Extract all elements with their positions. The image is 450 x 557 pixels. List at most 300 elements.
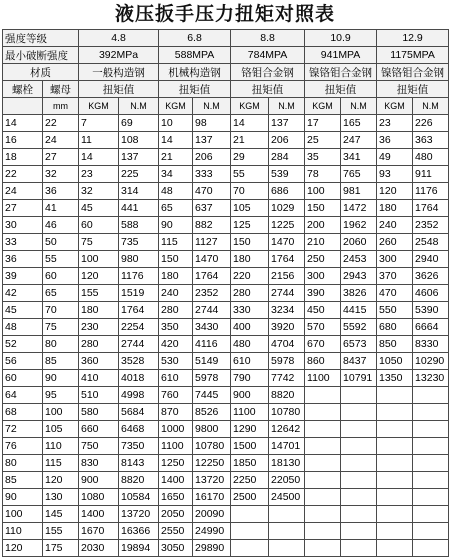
table-cell [269, 506, 305, 523]
unit-kgm: KGM [231, 98, 269, 115]
table-cell: 10584 [119, 489, 159, 506]
table-cell: 2060 [341, 234, 377, 251]
table-cell: 14 [79, 149, 119, 166]
table-cell [377, 489, 413, 506]
table-cell: 1650 [159, 489, 193, 506]
table-cell: 27 [43, 149, 79, 166]
table-cell [305, 489, 341, 506]
table-cell: 363 [413, 132, 449, 149]
table-cell: 360 [79, 353, 119, 370]
table-cell: 5978 [269, 353, 305, 370]
table-cell: 8820 [119, 472, 159, 489]
material-cell: 铬钼合金钢 [231, 64, 305, 81]
table-cell [341, 523, 377, 540]
table-cell: 21 [231, 132, 269, 149]
table-cell [377, 455, 413, 472]
material-cell: 一般构造钢 [79, 64, 159, 81]
table-cell: 550 [377, 302, 413, 319]
table-cell: 410 [79, 370, 119, 387]
table-cell: 34 [159, 166, 193, 183]
table-cell: 2050 [159, 506, 193, 523]
table-cell: 60 [3, 370, 43, 387]
table-cell: 22050 [269, 472, 305, 489]
table-cell: 70 [43, 302, 79, 319]
table-cell: 580 [79, 404, 119, 421]
table-row [3, 472, 449, 489]
table-cell: 68 [3, 404, 43, 421]
table-cell: 480 [231, 336, 269, 353]
table-cell: 14 [159, 132, 193, 149]
table-cell: 14701 [269, 438, 305, 455]
table-cell: 13720 [193, 472, 231, 489]
table-cell: 1080 [79, 489, 119, 506]
table-cell [269, 523, 305, 540]
unit-blank [3, 98, 43, 115]
unit-nm: N.M [413, 98, 449, 115]
table-cell [413, 506, 449, 523]
table-cell: 400 [231, 319, 269, 336]
table-cell: 1400 [159, 472, 193, 489]
table-cell: 175 [43, 540, 79, 557]
table-cell: 125 [231, 217, 269, 234]
table-cell: 2500 [231, 489, 269, 506]
table-cell: 10780 [193, 438, 231, 455]
table-cell: 539 [269, 166, 305, 183]
table-cell: 420 [159, 336, 193, 353]
table-cell: 150 [305, 200, 341, 217]
table-row [3, 387, 449, 404]
nut-label: 螺母 [43, 81, 79, 98]
table-cell: 1029 [269, 200, 305, 217]
table-cell: 180 [79, 302, 119, 319]
table-cell: 333 [193, 166, 231, 183]
table-cell: 300 [377, 251, 413, 268]
table-cell: 510 [79, 387, 119, 404]
table-cell [305, 540, 341, 557]
table-cell: 145 [43, 506, 79, 523]
table-cell: 790 [231, 370, 269, 387]
table-cell: 284 [269, 149, 305, 166]
table-cell [413, 404, 449, 421]
table-cell: 240 [377, 217, 413, 234]
material-cell: 机械构造钢 [159, 64, 231, 81]
table-cell: 22 [3, 166, 43, 183]
table-cell [341, 455, 377, 472]
table-row [3, 421, 449, 438]
table-cell: 3430 [193, 319, 231, 336]
table-cell: 10780 [269, 404, 305, 421]
table-cell: 105 [43, 421, 79, 438]
table-row [3, 370, 449, 387]
table-cell: 80 [3, 455, 43, 472]
table-cell: 137 [269, 115, 305, 132]
table-cell [231, 523, 269, 540]
table-cell: 17 [305, 115, 341, 132]
table-cell: 860 [305, 353, 341, 370]
table-cell: 480 [413, 149, 449, 166]
table-cell: 48 [3, 319, 43, 336]
table-cell: 70 [231, 183, 269, 200]
table-cell: 85 [3, 472, 43, 489]
page-title: 液压扳手压力扭矩对照表 [114, 3, 335, 25]
table-cell: 882 [193, 217, 231, 234]
table-cell: 230 [79, 319, 119, 336]
table-cell: 49 [377, 149, 413, 166]
table-cell: 370 [377, 268, 413, 285]
table-cell: 48 [159, 183, 193, 200]
table-cell: 637 [193, 200, 231, 217]
table-cell: 240 [159, 285, 193, 302]
table-cell [305, 438, 341, 455]
table-cell: 65 [43, 285, 79, 302]
table-cell: 1100 [305, 370, 341, 387]
table-row [3, 319, 449, 336]
material-cell: 镍铬钼合金钢 [305, 64, 377, 81]
table-cell [413, 540, 449, 557]
table-cell: 76 [3, 438, 43, 455]
table-cell: 18130 [269, 455, 305, 472]
table-cell: 1472 [341, 200, 377, 217]
table-cell: 330 [231, 302, 269, 319]
table-cell: 870 [159, 404, 193, 421]
table-cell: 260 [377, 234, 413, 251]
table-cell: 1127 [193, 234, 231, 251]
table-cell: 300 [305, 268, 341, 285]
table-cell: 24 [3, 183, 43, 200]
table-cell: 2943 [341, 268, 377, 285]
unit-row [3, 98, 449, 115]
table-cell [413, 387, 449, 404]
table-cell: 180 [231, 251, 269, 268]
table-cell [413, 438, 449, 455]
strength-row [3, 47, 449, 64]
table-cell: 13720 [119, 506, 159, 523]
table-cell: 530 [159, 353, 193, 370]
table-cell: 5684 [119, 404, 159, 421]
table-cell [341, 438, 377, 455]
grade-cell: 8.8 [231, 30, 305, 47]
table-cell: 100 [79, 251, 119, 268]
table-cell [413, 421, 449, 438]
table-row [3, 200, 449, 217]
table-cell: 5978 [193, 370, 231, 387]
table-cell [341, 506, 377, 523]
table-row [3, 149, 449, 166]
table-row [3, 302, 449, 319]
table-cell: 110 [3, 523, 43, 540]
table-cell: 27 [3, 200, 43, 217]
table-row [3, 285, 449, 302]
table-cell: 588 [119, 217, 159, 234]
table-cell: 5149 [193, 353, 231, 370]
table-cell: 314 [119, 183, 159, 200]
table-cell: 200 [305, 217, 341, 234]
table-cell: 10791 [341, 370, 377, 387]
table-cell: 25 [305, 132, 341, 149]
table-cell: 55 [231, 166, 269, 183]
table-cell: 686 [269, 183, 305, 200]
table-cell: 2744 [193, 302, 231, 319]
table-cell: 570 [305, 319, 341, 336]
table-cell: 341 [341, 149, 377, 166]
table-cell: 660 [79, 421, 119, 438]
table-cell: 610 [159, 370, 193, 387]
table-cell: 1764 [119, 302, 159, 319]
table-row [3, 234, 449, 251]
table-cell: 2156 [269, 268, 305, 285]
table-cell: 3050 [159, 540, 193, 557]
table-cell [377, 438, 413, 455]
table-cell: 210 [305, 234, 341, 251]
table-cell: 470 [193, 183, 231, 200]
table-cell: 3626 [413, 268, 449, 285]
table-cell [377, 472, 413, 489]
table-cell: 2254 [119, 319, 159, 336]
table-cell [377, 506, 413, 523]
table-cell: 24 [43, 132, 79, 149]
table-cell [377, 404, 413, 421]
table-cell: 4998 [119, 387, 159, 404]
table-cell: 4704 [269, 336, 305, 353]
table-cell: 85 [43, 353, 79, 370]
table-cell: 1400 [79, 506, 119, 523]
table-cell: 52 [3, 336, 43, 353]
table-row [3, 489, 449, 506]
table-cell: 75 [43, 319, 79, 336]
table-row [3, 353, 449, 370]
table-cell: 69 [119, 115, 159, 132]
table-cell [341, 540, 377, 557]
table-cell: 247 [341, 132, 377, 149]
table-cell: 110 [43, 438, 79, 455]
table-cell: 226 [413, 115, 449, 132]
table-cell: 75 [79, 234, 119, 251]
unit-nm: N.M [193, 98, 231, 115]
table-cell: 115 [159, 234, 193, 251]
table-cell: 19894 [119, 540, 159, 557]
table-row [3, 506, 449, 523]
table-cell: 93 [377, 166, 413, 183]
table-cell: 1050 [377, 353, 413, 370]
table-cell: 6573 [341, 336, 377, 353]
table-cell: 3528 [119, 353, 159, 370]
table-cell: 610 [231, 353, 269, 370]
table-cell [341, 421, 377, 438]
table-cell: 1764 [269, 251, 305, 268]
table-cell: 350 [159, 319, 193, 336]
table-cell: 16 [3, 132, 43, 149]
table-row [3, 268, 449, 285]
material-row [3, 64, 449, 81]
strength-label: 最小破断强度 [3, 47, 79, 64]
table-body [3, 30, 449, 557]
table-cell: 2453 [341, 251, 377, 268]
table-cell: 1000 [159, 421, 193, 438]
table-cell [341, 404, 377, 421]
table-cell: 8437 [341, 353, 377, 370]
table-cell [269, 540, 305, 557]
table-cell: 830 [79, 455, 119, 472]
table-cell: 280 [231, 285, 269, 302]
table-cell: 1176 [119, 268, 159, 285]
table-row [3, 523, 449, 540]
table-cell: 2352 [193, 285, 231, 302]
table-cell: 29 [231, 149, 269, 166]
table-row [3, 115, 449, 132]
table-cell: 250 [305, 251, 341, 268]
table-cell: 900 [79, 472, 119, 489]
table-cell: 900 [231, 387, 269, 404]
table-cell: 7445 [193, 387, 231, 404]
table-cell: 105 [231, 200, 269, 217]
table-cell: 8143 [119, 455, 159, 472]
grade-cell: 4.8 [79, 30, 159, 47]
table-cell: 1500 [231, 438, 269, 455]
table-cell: 1519 [119, 285, 159, 302]
table-cell: 1764 [413, 200, 449, 217]
table-cell [341, 489, 377, 506]
table-cell: 1176 [413, 183, 449, 200]
table-cell: 13230 [413, 370, 449, 387]
table-row [3, 455, 449, 472]
table-cell: 100 [43, 404, 79, 421]
table-cell: 3826 [341, 285, 377, 302]
unit-kgm: KGM [159, 98, 193, 115]
table-cell: 11 [79, 132, 119, 149]
table-cell: 1764 [193, 268, 231, 285]
unit-nm: N.M [341, 98, 377, 115]
table-cell: 4415 [341, 302, 377, 319]
table-cell: 21 [159, 149, 193, 166]
table-cell: 8820 [269, 387, 305, 404]
table-cell [305, 421, 341, 438]
table-cell: 1250 [159, 455, 193, 472]
grade-cell: 10.9 [305, 30, 377, 47]
table-cell: 12250 [193, 455, 231, 472]
table-cell: 150 [231, 234, 269, 251]
table-cell [413, 523, 449, 540]
table-row [3, 251, 449, 268]
table-cell: 80 [43, 336, 79, 353]
table-cell: 7 [79, 115, 119, 132]
table-cell [305, 506, 341, 523]
table-cell [413, 489, 449, 506]
table-cell: 225 [119, 166, 159, 183]
table-cell: 2550 [159, 523, 193, 540]
table-cell: 2030 [79, 540, 119, 557]
table-cell: 130 [43, 489, 79, 506]
unit-kgm: KGM [305, 98, 341, 115]
table-cell: 2250 [231, 472, 269, 489]
table-cell: 29890 [193, 540, 231, 557]
table-cell: 3234 [269, 302, 305, 319]
strength-cell: 392MPa [79, 47, 159, 64]
table-cell: 5592 [341, 319, 377, 336]
table-cell: 8330 [413, 336, 449, 353]
table-cell: 1470 [193, 251, 231, 268]
table-cell [413, 455, 449, 472]
strength-cell: 588MPA [159, 47, 231, 64]
strength-cell: 1175MPA [377, 47, 449, 64]
table-cell [377, 523, 413, 540]
table-cell: 12642 [269, 421, 305, 438]
table-cell [377, 421, 413, 438]
table-cell [305, 404, 341, 421]
table-cell [305, 523, 341, 540]
unit-nm: N.M [119, 98, 159, 115]
table-cell: 24500 [269, 489, 305, 506]
table-row [3, 540, 449, 557]
table-cell: 23 [79, 166, 119, 183]
table-cell: 24990 [193, 523, 231, 540]
torque-label: 扭矩值 [377, 81, 449, 98]
table-cell: 2744 [119, 336, 159, 353]
table-cell: 33 [3, 234, 43, 251]
table-cell: 450 [305, 302, 341, 319]
table-cell: 32 [79, 183, 119, 200]
table-cell: 45 [3, 302, 43, 319]
table-row [3, 336, 449, 353]
torque-label: 扭矩值 [79, 81, 159, 98]
table-cell: 46 [43, 217, 79, 234]
table-cell: 90 [3, 489, 43, 506]
table-cell: 155 [43, 523, 79, 540]
table-cell: 2548 [413, 234, 449, 251]
table-cell: 206 [193, 149, 231, 166]
table-cell: 180 [377, 200, 413, 217]
table-cell: 1962 [341, 217, 377, 234]
table-cell: 100 [305, 183, 341, 200]
table-cell: 120 [3, 540, 43, 557]
table-row [3, 132, 449, 149]
grade-cell: 6.8 [159, 30, 231, 47]
table-cell: 220 [231, 268, 269, 285]
table-cell: 32 [43, 166, 79, 183]
table-cell: 280 [159, 302, 193, 319]
table-cell: 1100 [231, 404, 269, 421]
table-cell: 14 [3, 115, 43, 132]
table-cell: 90 [159, 217, 193, 234]
table-cell: 137 [193, 132, 231, 149]
table-cell: 1100 [159, 438, 193, 455]
table-cell: 2744 [269, 285, 305, 302]
torque-label: 扭矩值 [159, 81, 231, 98]
table-cell: 760 [159, 387, 193, 404]
table-row [3, 166, 449, 183]
table-cell: 155 [79, 285, 119, 302]
table-cell: 2352 [413, 217, 449, 234]
table-row [3, 183, 449, 200]
table-cell: 1470 [269, 234, 305, 251]
grade-row [3, 30, 449, 47]
table-cell: 18 [3, 149, 43, 166]
table-cell: 180 [159, 268, 193, 285]
table-cell: 45 [79, 200, 119, 217]
strength-cell: 941MPA [305, 47, 377, 64]
table-cell [377, 387, 413, 404]
table-cell: 441 [119, 200, 159, 217]
table-cell: 6468 [119, 421, 159, 438]
torque-label: 扭矩值 [305, 81, 377, 98]
table-cell: 680 [377, 319, 413, 336]
table-cell: 390 [305, 285, 341, 302]
table-cell: 56 [3, 353, 43, 370]
table-cell [341, 387, 377, 404]
table-cell: 470 [377, 285, 413, 302]
table-cell: 765 [341, 166, 377, 183]
table-cell [305, 455, 341, 472]
table-cell: 10290 [413, 353, 449, 370]
